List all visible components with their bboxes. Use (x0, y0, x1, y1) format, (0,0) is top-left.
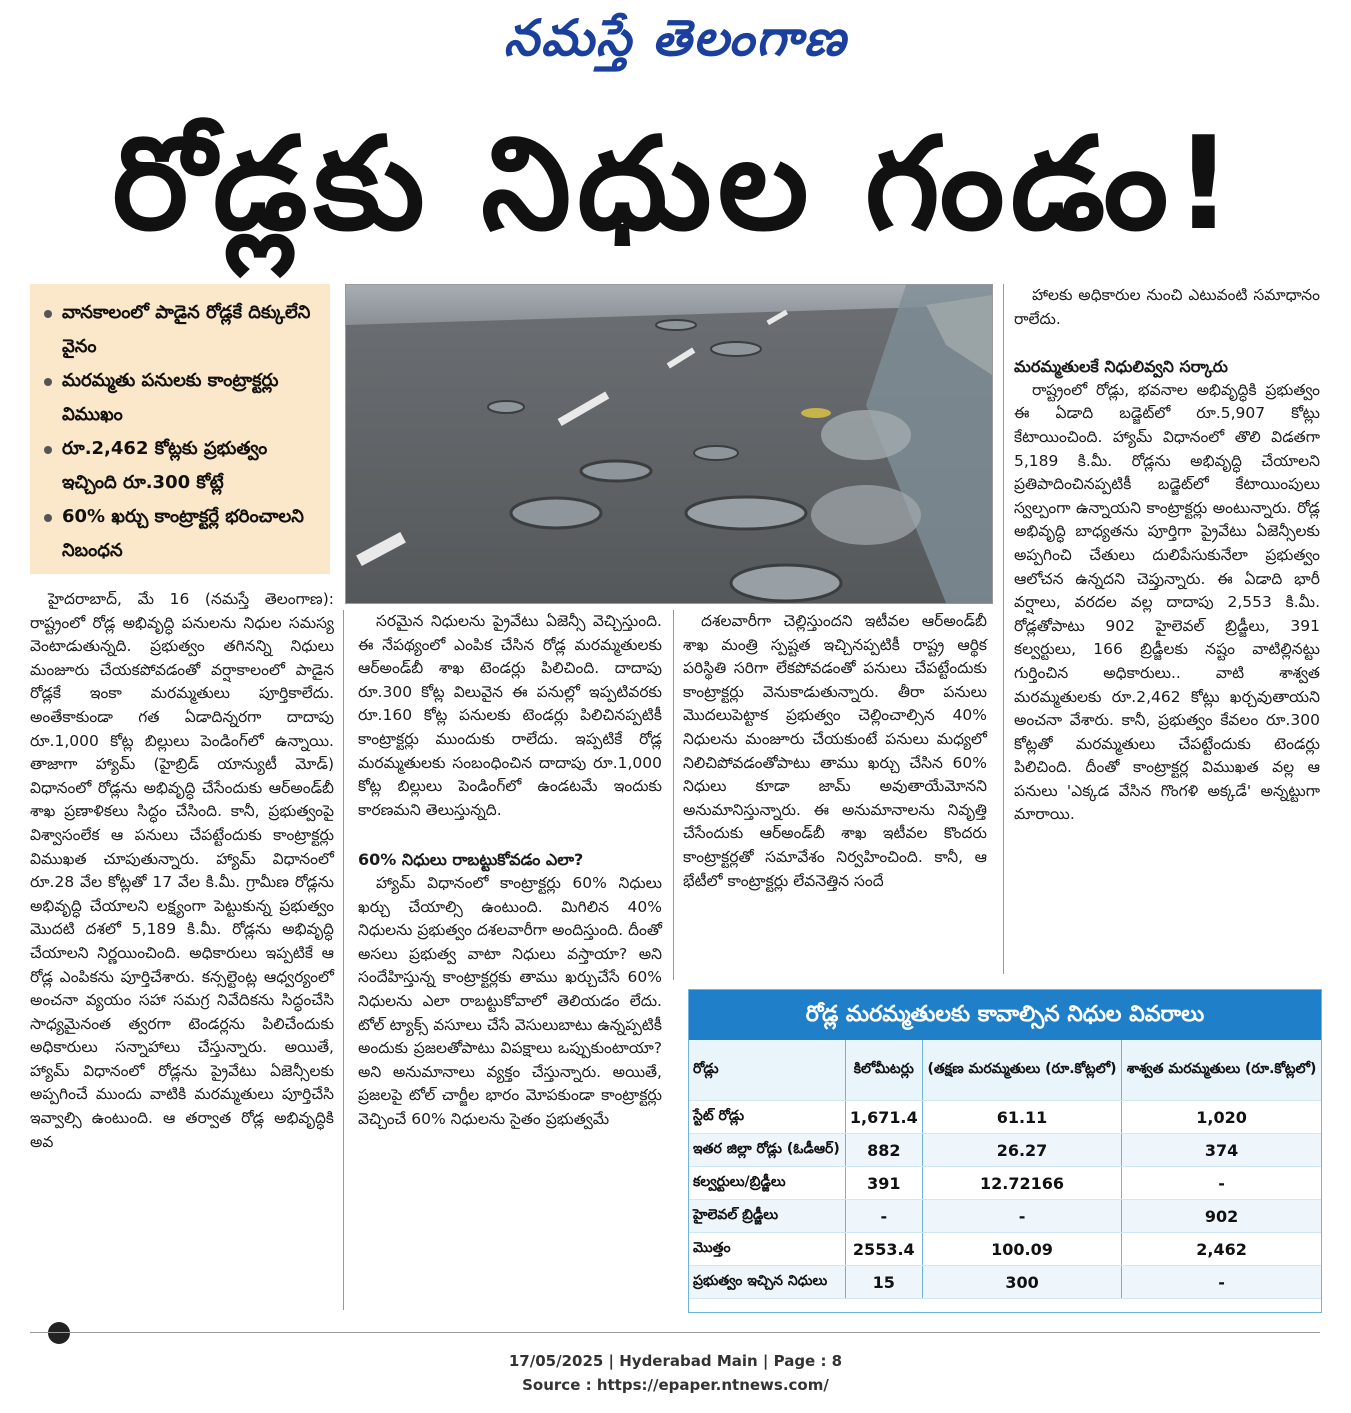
article-paragraph: హ్యామ్ విధానంలో కాంట్రాక్టర్లు 60% నిధులు ఖర్చు చేయాల్సి ఉంటుంది. మిగిలిన 40% నిధులను ప్రభుత్వం దశలవారీగా అందిస్తుంది. దీంతో అసలు ప్రభుత్వ వాటా నిధులు వస్తాయా? అని సందేహిస్తున్న కాంట్రాక్టర్లకు తాము ఖర్చుచేసే 60% నిధులను ఎలా రాబట్టుకోవాలో తెలియడం లేదు. టోల్ ట్యాక్స్ వసూలు చేసే వెసులుబాటు ఉన్నప్పటికీ అందుకు ప్రజలతోపాటు విపక్షాలు ఒప్పుకుంటాయా? అని అనుమానాలు వ్యక్తం చేస్తున్నారు. అయితే, ప్రజలపై టోల్ చార్జీల భారం మోపకుండా కాంట్రాక్టర్లు వెచ్చించే 60% నిధులను సైతం ప్రభుత్వమే (358, 873, 663, 1128)
table-cell: 391 (845, 1167, 922, 1200)
column-divider (1003, 284, 1004, 974)
table-row (689, 1167, 1321, 1200)
page-mark-icon (48, 1322, 70, 1344)
article-column-1 (30, 588, 334, 1154)
article-subhead: మరమ్మతులకే నిధులివ్వని సర్కారు (1014, 357, 1228, 377)
table-cell: స్టేట్ రోడ్లు (689, 1101, 845, 1134)
table-header: రోడ్లు (689, 1040, 845, 1101)
article-subhead: 60% నిధులు రాబట్టుకోవడం ఎలా? (358, 850, 584, 870)
table-cell: 2,462 (1122, 1233, 1321, 1266)
table-cell: 1,020 (1122, 1101, 1321, 1134)
highlight-item: రూ.2,462 కోట్లకు ప్రభుత్వం ఇచ్చింది రూ.300 కోట్లే (42, 432, 322, 500)
table-cell: 61.11 (922, 1101, 1121, 1134)
table-cell: ఇతర జిల్లా రోడ్లు (ఓడీఆర్) (689, 1134, 845, 1167)
table-cell: ప్రభుత్వం ఇచ్చిన నిధులు (689, 1266, 845, 1299)
table-cell: 100.09 (922, 1233, 1121, 1266)
table-cell: 902 (1122, 1200, 1321, 1233)
table-row (689, 1266, 1321, 1299)
table-cell: 2553.4 (845, 1233, 922, 1266)
article-column-3 (683, 610, 987, 893)
table-header: శాశ్వత మరమ్మతులు (రూ.కోట్లలో) (1122, 1040, 1321, 1101)
footer-source: Source : https://epaper.ntnews.com/ (522, 1376, 829, 1394)
table-title: రోడ్ల మరమ్మతులకు కావాల్సిన నిధుల వివరాలు (689, 990, 1321, 1040)
funds-table (689, 1040, 1321, 1299)
table-header: (తక్షణ మరమ్మతులు (రూ.కోట్లలో) (922, 1040, 1121, 1101)
funds-table-box (688, 989, 1322, 1313)
table-cell: కల్వర్టులు/బ్రిడ్జీలు (689, 1167, 845, 1200)
bottom-divider (30, 1332, 1320, 1333)
table-cell: - (1122, 1266, 1321, 1299)
table-cell: 374 (1122, 1134, 1321, 1167)
table-cell: 15 (845, 1266, 922, 1299)
article-column-4 (1014, 284, 1320, 827)
highlight-item: వానకాలంలో పాడైన రోడ్లకే దిక్కులేని వైనం (42, 296, 322, 364)
footer-date-edition: 17/05/2025 | Hyderabad Main | Page : 8 (508, 1352, 843, 1370)
road-photo-illustration (346, 285, 992, 603)
table-cell: - (845, 1200, 922, 1233)
article-paragraph: దశలవారీగా చెల్లిస్తుందని ఇటీవల ఆర్‌అండ్‌బీ శాఖ మంత్రి స్పష్టత ఇచ్చినప్పటికీ రాష్ట్ర ఆర్థిక పరిస్థితి సరిగా లేకపోవడంతో పనులు చేపట్టేందుకు కాంట్రాక్టర్లు వెనుకాడుతున్నారు. తీరా పనులు మొదలుపెట్టాక ప్రభుత్వం చెల్లించాల్సిన 40% నిధులను మంజూరు చేయకుంటే పనులు మధ్యలో నిలిచిపోవడంతోపాటు తాము ఖర్చు చేసిన 60% నిధులు కూడా జామ్ అవుతాయేమోనని అనుమానిస్తున్నారు. ఈ అనుమానాలను నివృత్తి చేసేందుకు ఆర్‌అండ్‌బీ శాఖ ఇటీవల కొందరు కాంట్రాక్టర్లతో సమావేశం నిర్వహించింది. కానీ, ఆ భేటీలో కాంట్రాక్టర్లు లేవనెత్తిన సందే (683, 612, 987, 890)
headline: రోడ్లకు నిధుల గండం! (112, 110, 1239, 259)
article-paragraph: సరమైన నిధులను ప్రైవేటు ఏజెన్సీ వెచ్చిస్తుంది. ఈ నేపథ్యంలో ఎంపిక చేసిన రోడ్ల మరమ్మతులకు ఆర్‌అండ్‌బీ శాఖ టెండర్లు పిలిచింది. దాదాపు రూ.300 కోట్ల విలువైన ఈ పనుల్లో ఇప్పటివరకు రూ.160 కోట్ల పనులకు టెండర్లు పిలిచినప్పటికీ కాంట్రాక్టర్లు ముందుకు రాలేదు. ఇప్పటికే రోడ్ల మరమ్మతులకు సంబంధించిన దాదాపు రూ.1,000 కోట్ల బిల్లులు పెండింగ్‌లో ఉండటమే ఇందుకు కారణమని తెలుస్తున్నది. (358, 612, 662, 819)
table-cell: - (922, 1200, 1121, 1233)
article-paragraph: హాలకు అధికారుల నుంచి ఎటువంటి సమాధానం రాలేదు. (1014, 286, 1320, 328)
table-cell: - (1122, 1167, 1321, 1200)
table-header-row (689, 1040, 1321, 1101)
table-header: కిలోమీటర్లు (845, 1040, 922, 1101)
table-row (689, 1101, 1321, 1134)
column-divider (343, 610, 344, 1310)
table-row (689, 1200, 1321, 1233)
article-paragraph: రాష్ట్రంలో రోడ్లు, భవనాల అభివృద్ధికి ప్రభుత్వం ఈ ఏడాది బడ్జెట్‌లో రూ.5,907 కోట్లు కేటాయించింది. హ్యామ్ విధానంలో తొలి విడతగా 5,189 కి.మీ. రోడ్లను అభివృద్ధి చేయాలని ప్రతిపాదించినప్పటికీ బడ్జెట్‌లో కేటాయింపులు స్వల్పంగా ఉన్నాయని కాంట్రాక్టర్లు అంటున్నారు. రోడ్ల అభివృద్ధి బాధ్యతను పూర్తిగా ప్రైవేటు ఏజెన్సీలకు అప్పగించి చేతులు దులిపేసుకునేలా ప్రభుత్వం ఆలోచన ఉన్నదని చెప్తున్నారు. ఈ ఏడాది భారీ వర్షాలు, వరదల వల్ల దాదాపు 2,553 కి.మీ. రోడ్లతోపాటు 902 హైలెవల్ బ్రిడ్జీలు, 391 కల్వర్టులు, 166 బ్రిడ్జీలకు నష్టం వాటిల్లినట్టు గుర్తించిన అధికారులు.. వాటి శాశ్వత మరమ్మతులకు రూ.2,462 కోట్లు ఖర్చవుతాయని అంచనా వేశారు. కానీ, ప్రభుత్వం కేవలం రూ.300 కోట్లతో మరమ్మతులు చేపట్టేందుకు టెండర్లు పిలిచింది. దీంతో కాంట్రాక్టర్ల విముఖత వల్ల ఆ పనులు 'ఎక్కడ వేసిన గొంగళి అక్కడే' అన్నట్టుగా మారాయి. (1014, 380, 1320, 824)
highlights-box (30, 284, 330, 574)
table-cell: 12.72166 (922, 1167, 1121, 1200)
table-cell: 26.27 (922, 1134, 1121, 1167)
table-cell: హైలెవల్ బ్రిడ్జీలు (689, 1200, 845, 1233)
article-column-2 (358, 610, 662, 1131)
table-row (689, 1233, 1321, 1266)
article-paragraph: హైదరాబాద్, మే 16 (నమస్తే తెలంగాణ): రాష్ట్రంలో రోడ్ల అభివృద్ధి పనులను నిధుల సమస్య వెంటాడుతున్నది. ప్రభుత్వం తగినన్ని నిధులు మంజూరు చేయకపోవడంతో వర్షాకాలంలో పాడైన రోడ్లకే ఇంకా మరమ్మతులు పూర్తికాలేదు. అంతేకాకుండా గత ఏడాదిన్నరగా దాదాపు రూ.1,000 కోట్ల బిల్లులు పెండింగ్‌లో ఉన్నాయి. తాజాగా హ్యామ్ (హైబ్రిడ్ యాన్యుటీ మోడ్) విధానంలో రోడ్లను అభివృద్ధి చేసేందుకు ఆర్‌అండ్‌బీ శాఖ ప్రణాళికలు సిద్ధం చేసింది. కానీ, ప్రభుత్వంపై విశ్వాసంలేక ఆ పనులు చేపట్టేందుకు కాంట్రాక్టర్లు విముఖత చూపుతున్నారు. హ్యామ్ విధానంలో రూ.28 వేల కోట్లతో 17 వేల కి.మీ. గ్రామీణ రోడ్లను అభివృద్ధి చేయాలని లక్ష్యంగా పెట్టుకున్న ప్రభుత్వం మొదటి దశలో 5,189 కి.మీ. రోడ్లను అభివృద్ధి చేయాలని నిర్ణయించింది. అధికారులు ఇప్పటికే ఆ రోడ్ల ఎంపికను పూర్తిచేశారు. కన్సల్టెంట్ల ఆధ్వర్యంలో అంచనా వ్యయం సహా సమగ్ర నివేదికను సిద్ధంచేసి సాధ్యమైనంత త్వరగా టెండర్లను పిలిచేందుకు అధికారులు సన్నాహాలు చేస్తున్నారు. అయితే, హ్యామ్ విధానంలో రోడ్లను ప్రైవేటు ఏజెన్సీలకు అప్పగించే ముందు వాటికి మరమ్మతులు పూర్తిచేసి ఇవ్వాల్సి ఉంటుంది. ఆ తర్వాత రోడ్ల అభివృద్ధికి అవ (30, 590, 334, 1151)
table-cell: 300 (922, 1266, 1121, 1299)
pothole-road-photo (345, 284, 993, 604)
table-row (689, 1134, 1321, 1167)
table-cell: 882 (845, 1134, 922, 1167)
column-divider (673, 610, 674, 980)
highlight-item: మరమ్మతు పనులకు కాంట్రాక్టర్లు విముఖం (42, 364, 322, 432)
masthead-logo: నమస్తే తెలంగాణ (503, 8, 848, 67)
table-cell: 1,671.4 (845, 1101, 922, 1134)
highlight-item: 60% ఖర్చు కాంట్రాక్టర్లే భరించాలని నిబంధన (42, 500, 322, 568)
table-cell: మొత్తం (689, 1233, 845, 1266)
